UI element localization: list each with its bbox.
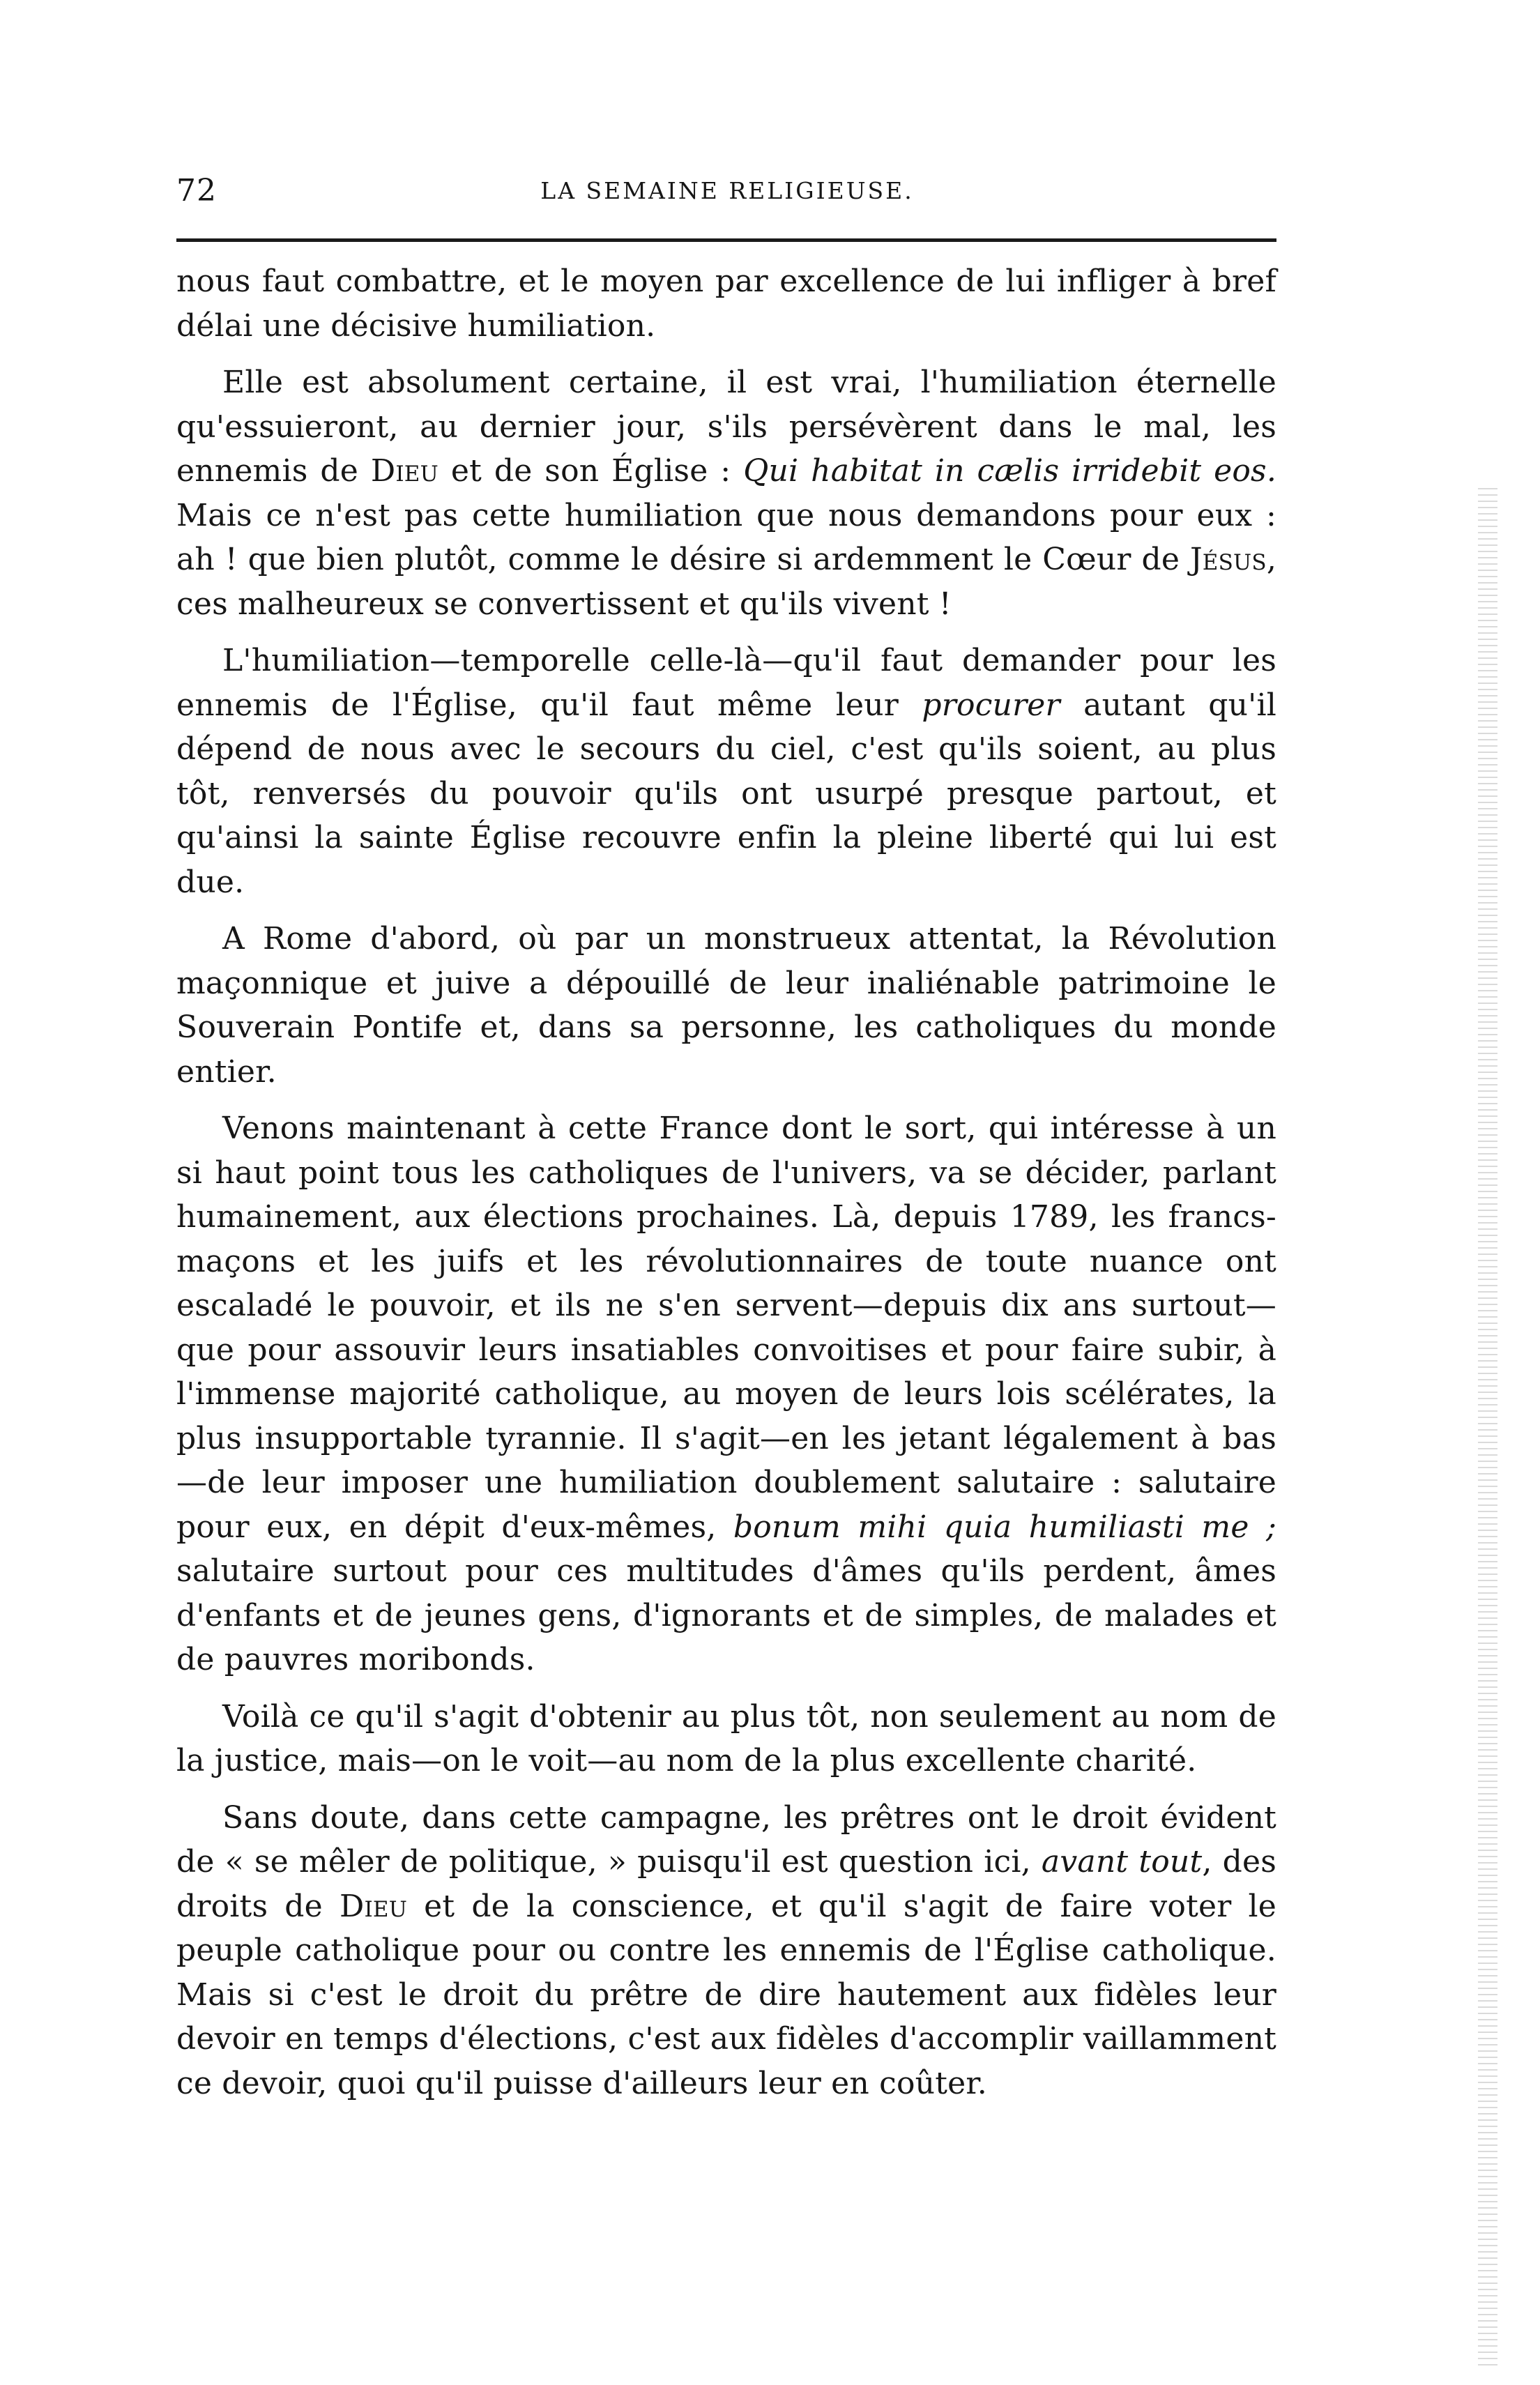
emphasis: avant tout <box>1041 1844 1203 1880</box>
smallcaps-name: Jésus <box>1189 542 1267 577</box>
paragraph-continuation <box>176 259 1276 348</box>
body-text <box>176 259 1276 2118</box>
text-run: et de son Église : <box>438 453 744 489</box>
smallcaps-name: Dieu <box>339 1888 408 1924</box>
text-run: A Rome d'abord, où par un monstrueux attentat, la Révolution maçonnique et juive a dépouillé de leur inaliénable patrimoine le Souverain Pontife et, dans sa personne, les catholiques du monde entier. <box>176 921 1276 1090</box>
paragraph <box>176 1796 1276 2106</box>
text-run: nous faut combattre, et le moyen par excellence de lui infliger à bref délai une décisive humiliation. <box>176 264 1276 344</box>
text-run: Venons maintenant à cette France dont le sort, qui intéresse à un si haut point tous les catholiques de l'univers, va se décider, parlant humainement, aux élections prochaines. Là, depuis 1789, les francs-maçons et les juifs et les révolutionnaires de toute nuance ont escaladé le pouvoir, et ils ne s'en servent—depuis dix ans surtout—que pour assouvir leurs insatiables convoitises et pour faire subir, à l'immense majorité catholique, au moyen de leurs lois scélérates, la plus insupportable tyrannie. Il s'agit—en les jetant légalement à bas—de leur imposer une humiliation doublement salutaire : salutaire pour eux, en dépit d'eux-mêmes, <box>176 1111 1276 1545</box>
paragraph <box>176 917 1276 1094</box>
latin-quotation: bonum mihi quia humiliasti me ; <box>733 1509 1276 1545</box>
paragraph <box>176 1106 1276 1682</box>
text-run: L'humiliation—temporelle celle-là—qu'il faut demander pour les ennemis de l'Église, qu'il faut même leur <box>176 643 1276 723</box>
text-run: , ces malheureux se convertissent et qu'ils vivent ! <box>176 542 1276 622</box>
paragraph <box>176 639 1276 904</box>
text-run: Elle est absolument certaine, il est vrai, l'humiliation éternelle qu'essuieront, au dernier jour, s'ils persévèrent dans le mal, les ennemis de <box>176 365 1276 489</box>
emphasis: procurer <box>922 687 1060 723</box>
paragraph <box>176 1695 1276 1783</box>
header-rule <box>176 238 1276 242</box>
scan-margin-artifact <box>1478 488 1497 2370</box>
text-run: , des droits de <box>176 1844 1276 1924</box>
running-title: LA SEMAINE RELIGIEUSE. <box>540 177 914 204</box>
text-run: Mais ce n'est pas cette humiliation que nous demandons pour eux : ah ! que bien plutôt, comme le désire si ardemment le Cœur de <box>176 497 1276 577</box>
latin-quotation: Qui habitat in cælis irridebit eos. <box>743 453 1277 489</box>
page-header <box>176 173 1278 215</box>
text-run: et de la conscience, et qu'il s'agit de faire voter le peuple catholique pour ou contre les ennemis de l'Église catholique. Mais si c'est le droit du prêtre de dire hautement aux fidèles leur devoir en temps d'élections, c'est aux fidèles d'accomplir vaillamment ce devoir, quoi qu'il puisse d'ailleurs leur en coûter. <box>176 1888 1277 2101</box>
text-run: salutaire surtout pour ces multitudes d'âmes qu'ils perdent, âmes d'enfants et de jeunes gens, d'ignorants et de simples, de malades et de pauvres moribonds. <box>176 1553 1276 1677</box>
page-number: 72 <box>176 173 217 208</box>
paragraph <box>176 360 1276 626</box>
smallcaps-name: Dieu <box>370 453 439 489</box>
text-run: Sans doute, dans cette campagne, les prêtres ont le droit évident de « se mêler de politique, » puisqu'il est question ici, <box>176 1799 1276 1880</box>
text-run: autant qu'il dépend de nous avec le secours du ciel, c'est qu'ils soient, au plus tôt, renversés du pouvoir qu'ils ont usurpé presque partout, et qu'ainsi la sainte Église recouvre enfin la pleine liberté qui lui est due. <box>176 687 1276 900</box>
text-run: Voilà ce qu'il s'agit d'obtenir au plus tôt, non seulement au nom de la justice, mais—on le voit—au nom de la plus excellente charité. <box>176 1698 1276 1778</box>
